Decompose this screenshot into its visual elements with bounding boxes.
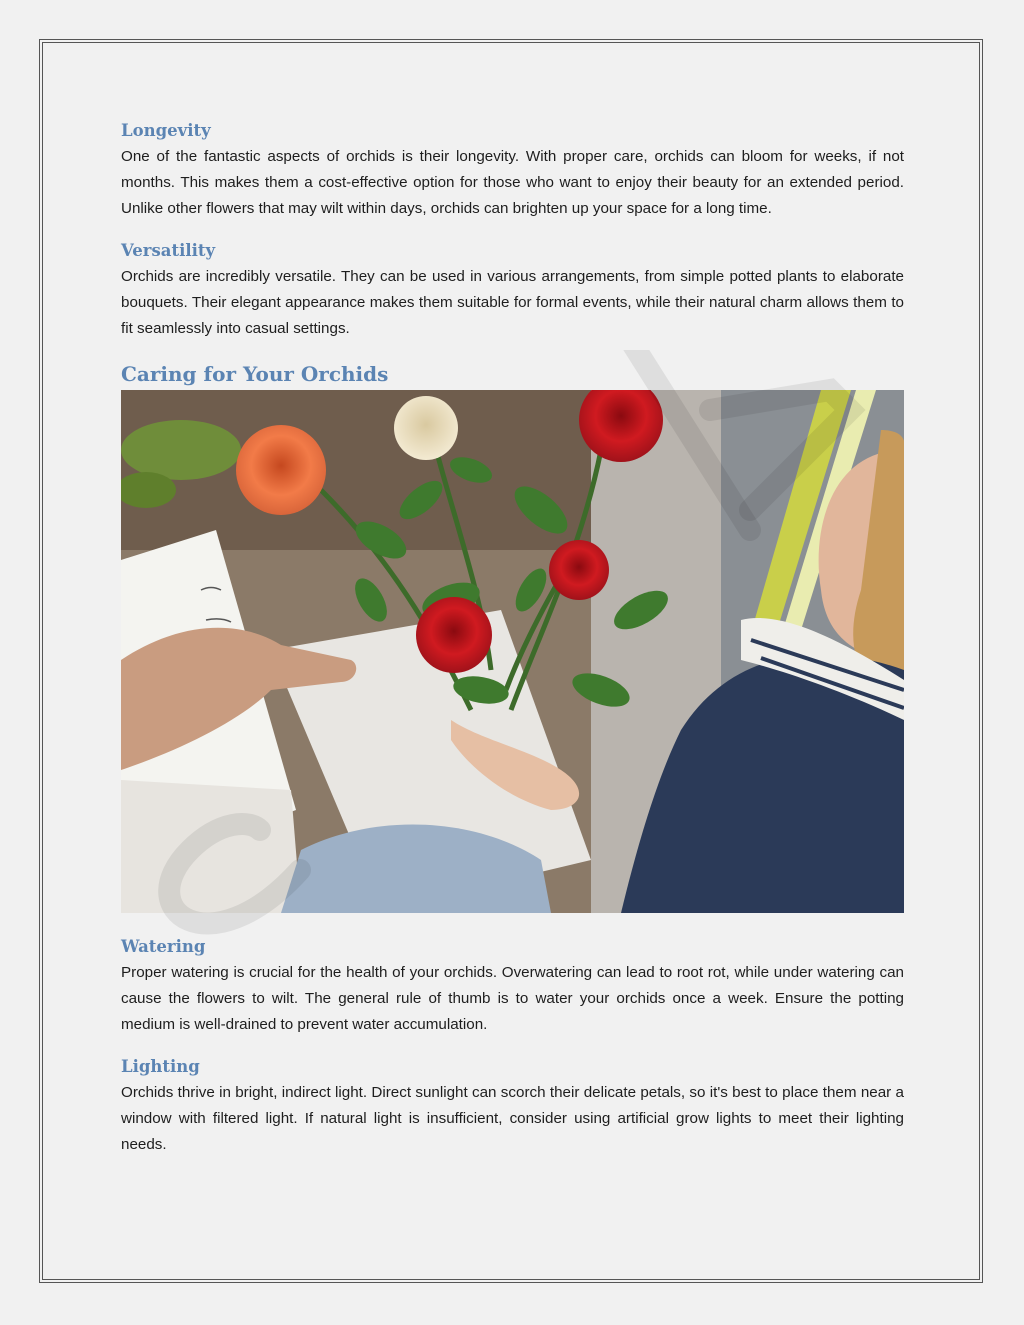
longevity-heading: Longevity: [121, 121, 211, 140]
watering-heading: Watering: [121, 937, 206, 956]
florist-photo-illustration: [121, 390, 904, 913]
versatility-heading: Versatility: [121, 241, 216, 260]
watering-paragraph: Proper watering is crucial for the health of your orchids. Overwatering can lead to root rot, while under watering can cause the flowers to wilt. The general rule of thumb is to water your orchids once a week. Ensure the potting medium is well-drained to prevent water accumulation.: [121, 964, 904, 1033]
versatility-paragraph: Orchids are incredibly versatile. They can be used in various arrangements, from simple potted plants to elaborate bouquets. Their elegant appearance makes them suitable for formal events, while their natural charm allows them to fit seamlessly into casual settings.: [121, 268, 904, 337]
document-content: [121, 118, 904, 1158]
lighting-heading: Lighting: [121, 1057, 200, 1076]
florist-photo: [121, 390, 904, 913]
longevity-paragraph: One of the fantastic aspects of orchids is their longevity. With proper care, orchids can bloom for weeks, if not months. This makes them a cost-effective option for those who want to enjoy their beauty for an extended period. Unlike other flowers that may wilt within days, orchids can brighten up your space for a long time.: [121, 148, 904, 217]
lighting-paragraph: Orchids thrive in bright, indirect light. Direct sunlight can scorch their delicate petals, so it's best to place them near a window with filtered light. If natural light is insufficient, consider using artificial grow lights to meet their lighting needs.: [121, 1084, 904, 1153]
caring-section-heading: Caring for Your Orchids: [121, 362, 389, 386]
